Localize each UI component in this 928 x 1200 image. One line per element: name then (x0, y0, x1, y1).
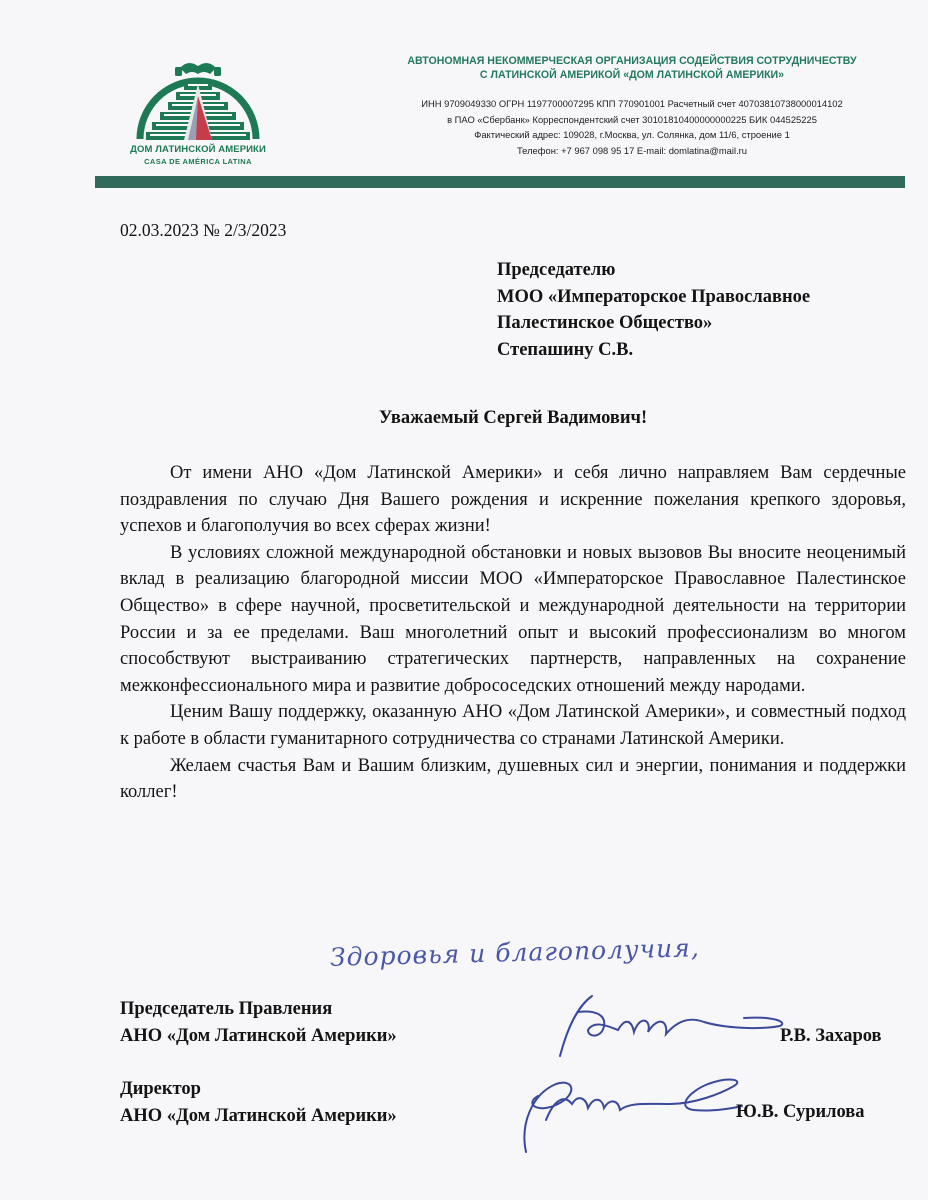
letter-body (120, 460, 906, 806)
requisites-line: Телефон: +7 967 098 95 17 E-mail: domlatina@mail.ru (516, 144, 748, 156)
signatory-position: Директор (120, 1079, 201, 1099)
org-name-line: С ЛАТИНСКОЙ АМЕРИКОЙ «ДОМ ЛАТИНСКОЙ АМЕРИКИ» (479, 69, 785, 81)
addressee-line: Степашину С.В. (497, 339, 634, 360)
date-and-number: 02.03.2023 № 2/3/2023 (120, 220, 287, 240)
body-paragraph: В условиях сложной международной обстановки и новых вызовов Вы вносите неоценимый вклад в реализацию благородной миссии МОО «Императорское Православное Палестинское Общество» в сфере научной, просветительской и международной деятельности на территории России и за ее пределами. Ваш многолетний опыт и высокий профессионализм во многом способствуют выстраиванию стратегических партнерств, направленных на сохранение межконфессионального мира и развитие добрососедских отношений между народами. (120, 542, 906, 696)
signatory-name: Ю.В. Сурилова (736, 1102, 865, 1122)
addressee-line: Председателю (497, 260, 616, 280)
body-paragraph: Ценим Вашу поддержку, оказанную АНО «Дом Латинской Америки», и совместный подход к работе в области гуманитарного сотрудничества со странами Латинской Америки. (120, 702, 906, 749)
logo-subname: CASA DE AMÉRICA LATINA (144, 157, 252, 166)
requisites-line: Фактический адрес: 109028, г.Москва, ул. Солянка, дом 11/6, строение 1 (474, 129, 790, 140)
signatory-position: Председатель Правления (120, 999, 333, 1019)
signature-surilova (498, 1064, 748, 1160)
body-paragraph: Желаем счастья Вам и Вашим близким, душевных сил и энергии, понимания и поддержки коллег! (120, 755, 906, 803)
organization-name (372, 54, 892, 82)
logo-name: ДОМ ЛАТИНСКОЙ АМЕРИКИ (130, 144, 266, 155)
signatory-organization: АНО «Дом Латинской Америки» (120, 1106, 397, 1126)
signatory-title (120, 1076, 397, 1130)
body-paragraph: От имени АНО «Дом Латинской Америки» и себя лично направляем Вам сердечные поздравления по случаю Дня Вашего рождения и искренние пожелания крепкого здоровья, успехов и благополучия во всех сферах жизни! (120, 463, 906, 537)
signature-zakharov (548, 986, 788, 1066)
requisites-line: в ПАО «Сбербанк» Корреспондентский счет 30101810400000000225 БИК 044525225 (447, 113, 817, 125)
header-divider-band (95, 176, 905, 188)
signatory-title (120, 996, 397, 1050)
addressee-line: Палестинское Общество» (497, 313, 713, 333)
handwritten-note: Здоровья и благополучия, (329, 933, 701, 972)
org-name-line: АВТОНОМНАЯ НЕКОММЕРЧЕСКАЯ ОРГАНИЗАЦИЯ СОДЕЙСТВИЯ СОТРУДНИЧЕСТВУ (407, 55, 857, 67)
addressee-line: МОО «Императорское Православное (497, 286, 811, 307)
signatory-name: Р.В. Захаров (780, 1026, 882, 1046)
signatory-organization: АНО «Дом Латинской Америки» (120, 1026, 397, 1046)
organization-requisites (372, 96, 892, 158)
addressee-block (497, 257, 907, 363)
greeting: Уважаемый Сергей Вадимович! (378, 408, 648, 428)
requisites-line: ИНН 9709049330 ОГРН 1197700007295 КПП 770901001 Расчетный счет 40703810738000014102 (421, 98, 843, 109)
